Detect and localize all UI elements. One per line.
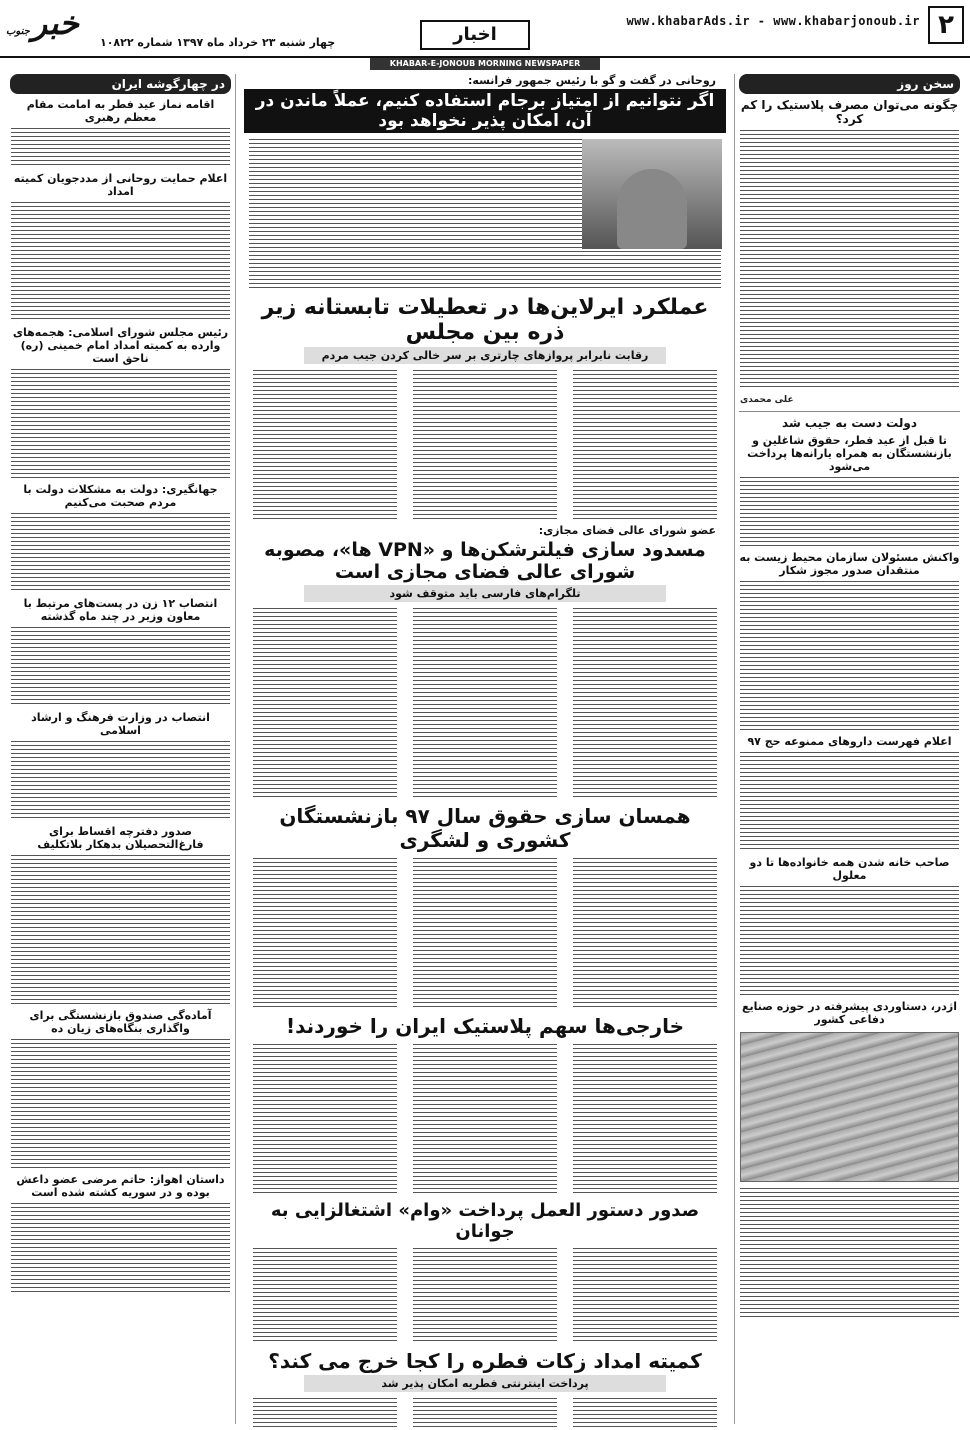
news-item-title: آماده‌گی صندوق بازنشستگی برای واگذاری بنگاه‌های زیان ده <box>29 1009 212 1035</box>
headline-zakat: کمیته امداد زکات فطره را کجا خرج می کند؟ <box>268 1349 702 1373</box>
divider <box>739 411 960 412</box>
subheadline-vpn: تلگرام‌های فارسی باید متوقف شود <box>304 585 666 602</box>
story-body <box>740 1188 959 1318</box>
news-item-body <box>11 855 230 1005</box>
news-item-body <box>11 741 230 821</box>
story-body <box>253 1044 397 1194</box>
loans-columns <box>244 1244 726 1347</box>
dateline: چهار شنبه ۲۳ خرداد ماه ۱۳۹۷ شماره ۱۰۸۲۲ <box>100 36 336 49</box>
news-item-body <box>11 1203 230 1293</box>
regional-box-title: در چهارگوشه ایران <box>10 74 231 94</box>
torpedo-photo <box>740 1032 959 1182</box>
left-column <box>6 74 236 1424</box>
airlines-columns <box>244 366 726 524</box>
section-title: اخبار <box>420 20 530 50</box>
story-body <box>253 608 397 798</box>
editorial-body <box>740 130 959 390</box>
news-item-body <box>11 1039 230 1169</box>
newspaper-logo <box>6 4 79 42</box>
news-item-body <box>11 369 230 479</box>
news-item-title: اقامه نماز عید فطر به امامت مقام معظم رهبری <box>26 98 215 124</box>
editorial-author: علی محمدی <box>740 395 794 405</box>
news-item-title: انتصاب ۱۲ زن در پست‌های مرتبط با معاون وزیر در چند ماه گذشته <box>23 597 218 623</box>
news-item-body <box>11 202 230 322</box>
story-body <box>413 1248 557 1343</box>
headline-loans: صدور دستور العمل پرداخت «وام» اشتغالزایی به جوانان <box>270 1200 700 1242</box>
rouhani-photo <box>582 139 722 249</box>
subheadline-zakat: پرداخت اینترنتی فطریه امکان پذیر شد <box>304 1375 666 1392</box>
story-body <box>740 886 959 996</box>
news-item-body <box>11 627 230 707</box>
page-number: ۲ <box>928 6 964 44</box>
news-item-title: داستان اهواز: حاتم مرضی عضو داعش بوده و در سوریه کشته شده است <box>16 1173 225 1199</box>
headline-vpn: مسدود سازی فیلترشکن‌ها و «VPN ها»، مصوبه شورای عالی فضای مجازی است <box>264 539 706 583</box>
subheadline-airlines: رقابت نابرابر پروازهای چارتری بر سر خالی کردن جیب مردم <box>304 347 666 364</box>
news-item-title: انتصاب در وزارت فرهنگ و ارشاد اسلامی <box>31 711 210 737</box>
story-body <box>413 1398 557 1430</box>
story-headline: اعلام فهرست داروهای ممنوعه حج ۹۷ <box>747 735 952 748</box>
masthead <box>0 0 970 58</box>
story-headline: واکنش مسئولان سازمان محیط زیست به منتقدان صدور مجوز شکار <box>739 551 960 577</box>
story-body <box>253 858 397 1008</box>
face-shape <box>617 169 687 249</box>
logo-small: جنوب <box>6 26 30 37</box>
news-item-body <box>11 128 230 168</box>
lead-headline: اگر نتوانیم از امتیاز برجام استفاده کنیم، عملاً ماندن در آن، امکان پذیر نخواهد بود <box>244 89 726 133</box>
english-name-bar: KHABAR-E-JONOUB MORNING NEWSPAPER <box>370 58 600 70</box>
news-item-title: صدور دفترچه اقساط برای فارغ‌التحصیلان بدهکار بلاتکلیف <box>37 825 204 851</box>
editorial-box-title: سخن روز <box>739 74 960 94</box>
story-body <box>253 1248 397 1343</box>
story-body <box>740 752 959 852</box>
story-body <box>573 1398 717 1430</box>
story-body <box>573 370 717 520</box>
site-urls[interactable]: www.khabarAds.ir - www.khabarjonoub.ir <box>626 14 920 28</box>
headline-plastic: خارجی‌ها سهم پلاستیک ایران را خوردند! <box>285 1014 685 1038</box>
plastic-columns <box>244 1040 726 1198</box>
vpn-columns <box>244 604 726 802</box>
story-body <box>413 858 557 1008</box>
right-column <box>734 74 964 1424</box>
story-headline: صاحب خانه شدن همه خانواده‌ها تا دو معلول <box>749 856 950 882</box>
headline-airlines: عملکرد ایرلاین‌ها در تعطیلات تابستانه زیر ذره بین مجلس <box>261 295 709 345</box>
zakat-columns <box>244 1394 726 1430</box>
story-body <box>413 370 557 520</box>
story-subheadline: تا قبل از عید فطر، حقوق شاغلین و بازنشستگان به همراه یارانه‌ها پرداخت می‌شود <box>747 434 952 473</box>
lead-story <box>244 135 726 293</box>
kicker: روحانی در گفت و گو با رئیس جمهور فرانسه: <box>468 74 716 87</box>
story-body <box>740 477 959 547</box>
news-item-title: رئیس مجلس شورای اسلامی: هجمه‌های وارده به کمیته امداد امام خمینی (ره) ناحق است <box>12 326 229 365</box>
story-headline: اژدر، دستاوردی پیشرفته در حوزه صنایع دفاعی کشور <box>742 1000 957 1026</box>
news-item-body <box>11 513 230 593</box>
story-body <box>413 608 557 798</box>
kicker: عضو شورای عالی فضای مجازی: <box>538 524 716 537</box>
editorial-headline: چگونه می‌توان مصرف پلاستیک را کم کرد؟ <box>740 98 959 126</box>
story-body <box>740 581 959 731</box>
news-item-title: جهانگیری: دولت به مشکلات دولت با مردم صحبت می‌کنیم <box>23 483 218 509</box>
story-body <box>573 1248 717 1343</box>
pensions-columns <box>244 854 726 1012</box>
news-item-title: اعلام حمایت روحانی از مددجویان کمیته امداد <box>13 172 228 198</box>
story-body <box>573 1044 717 1194</box>
logo-text: خبر <box>31 4 79 42</box>
story-body <box>413 1044 557 1194</box>
middle-column <box>244 74 726 1424</box>
headline-pensions: همسان سازی حقوق سال ۹۷ بازنشستگان کشوری و لشگری <box>279 804 691 852</box>
story-body <box>573 858 717 1008</box>
story-body <box>573 608 717 798</box>
story-body <box>253 1398 397 1430</box>
story-body <box>253 370 397 520</box>
story-headline: دولت دست به جیب شد <box>782 416 917 430</box>
